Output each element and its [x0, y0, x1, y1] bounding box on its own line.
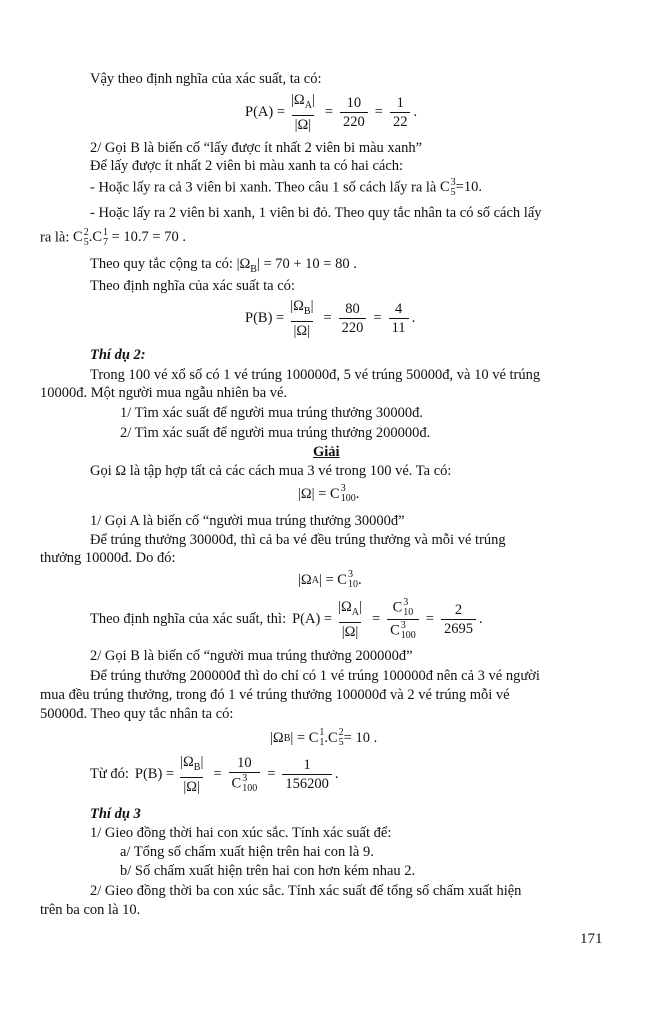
formula-lhs: P(A) = — [245, 103, 285, 120]
para-p5: - Hoặc lấy ra 2 viên bi xanh, 1 viên bi đỏ. Theo quy tắc nhân ta có số cách lấy — [90, 205, 542, 221]
solution-heading: Giải — [313, 444, 340, 460]
para-p6-line: ra là: C 2 5 .C 1 7 = 10.7 = 70 . — [40, 227, 186, 248]
page-number: 171 — [580, 931, 603, 947]
para-p26: 2/ Gieo đồng thời ba con xúc sắc. Tính xác suất để tổng số chấm xuất hiện — [90, 883, 522, 899]
para-p11: 1/ Tìm xác suất để người mua trúng thưởng 30000đ. — [120, 405, 424, 421]
formula-c52c71: C 2 5 .C 1 7 = 10.7 = 70 . — [73, 227, 186, 248]
formula-pa2-line: Theo định nghĩa của xác suất, thì: P(A) = $\frac{|\Omega_A|}{|\Omega|}$ = C 3 10 C 3 100 = $\frac{2}{2695}$ . — [90, 597, 483, 641]
formula-pb2-line: Từ đó: P(B) = $\frac{|\Omega_B|}{|\Omega|}$ = 10 C 3 100 = $\frac{1}{156200}$ . — [90, 754, 339, 795]
para-p12: 2/ Tìm xác suất để người mua trúng thưởng 200000đ. — [120, 425, 431, 441]
formula-omega: |Ω| = C 3 100 . — [298, 483, 360, 504]
para-p24: a/ Tổng số chấm xuất hiện trên hai con là 9. — [120, 844, 374, 860]
formula-omegab: $|\Omega_B| = 70 + 10 = 80$ . — [236, 256, 357, 275]
formula-pb: P(B) = $\frac{|\Omega_B|}{|\Omega|}$ = $\frac{80}{220}$ = $\frac{4}{11}$ . — [245, 298, 416, 339]
para-p3: Để lấy được ít nhất 2 viên bi màu xanh ta có hai cách: — [90, 158, 404, 174]
para-p16: thưởng 10000đ. Do đó: — [40, 550, 176, 566]
para-p19: Để trúng thưởng 200000đ thì do chỉ có 1 vé trúng 100000đ nên cả 3 vé người — [90, 668, 540, 684]
formula-c53: C 3 5 =10. — [440, 177, 482, 198]
para-p8: Theo định nghĩa của xác suất ta có: — [90, 278, 295, 294]
para-p9: Trong 100 vé xổ số có 1 vé trúng 100000đ, 5 vé trúng 50000đ, và 10 vé trúng — [90, 367, 541, 383]
para-p15: Để trúng thưởng 30000đ, thì cả ba vé đều trúng thưởng và mỗi vé trúng — [90, 532, 506, 548]
formula-omegaa: |Ω A | = C 3 10 . — [298, 569, 362, 590]
para-p14: 1/ Gọi A là biến cố “người mua trúng thưởng 30000đ” — [90, 513, 405, 529]
para-p18: 2/ Gọi B là biến cố “người mua trúng thưởng 200000đ” — [90, 648, 413, 664]
para-p13: Gọi Ω là tập hợp tất cả các cách mua 3 vé trong 100 vé. Ta có: — [90, 463, 452, 479]
para-p1: Vậy theo định nghĩa của xác suất, ta có: — [90, 71, 322, 87]
para-p23: 1/ Gieo đồng thời hai con xúc sắc. Tính xác suất để: — [90, 825, 392, 841]
example-2-heading: Thí dụ 2: — [90, 347, 146, 363]
para-p20: mua đều trúng thưởng, trong đó 1 vé trúng thưởng 100000đ và 2 vé trúng mỗi vé — [40, 687, 510, 703]
example-3-heading: Thí dụ 3 — [90, 806, 141, 822]
para-p7-line: Theo quy tắc cộng ta có: $|\Omega_B| = 70 + 10 = 80$ . — [90, 256, 357, 275]
para-p2: 2/ Gọi B là biến cố “lấy được ít nhất 2 viên bi màu xanh” — [90, 140, 423, 156]
para-p10: 10000đ. Một người mua ngẫu nhiên ba vé. — [40, 385, 288, 401]
para-p4-line: - Hoặc lấy ra cả 3 viên bi xanh. Theo câu 1 số cách lấy ra là C 3 5 =10. — [90, 177, 482, 198]
formula-pa: P(A) = $\frac{|\Omega_A|}{|\Omega|}$ = $\frac{10}{220}$ = $\frac{1}{22}$ . — [245, 92, 418, 133]
para-p27: trên ba con là 10. — [40, 902, 141, 918]
para-p25: b/ Số chấm xuất hiện trên hai con hơn kém nhau 2. — [120, 863, 416, 879]
formula-omegab2: |Ω B | = C 1 1 .C 2 5 = 10 . — [270, 727, 378, 748]
para-p21: 50000đ. Theo quy tắc nhân ta có: — [40, 706, 234, 722]
